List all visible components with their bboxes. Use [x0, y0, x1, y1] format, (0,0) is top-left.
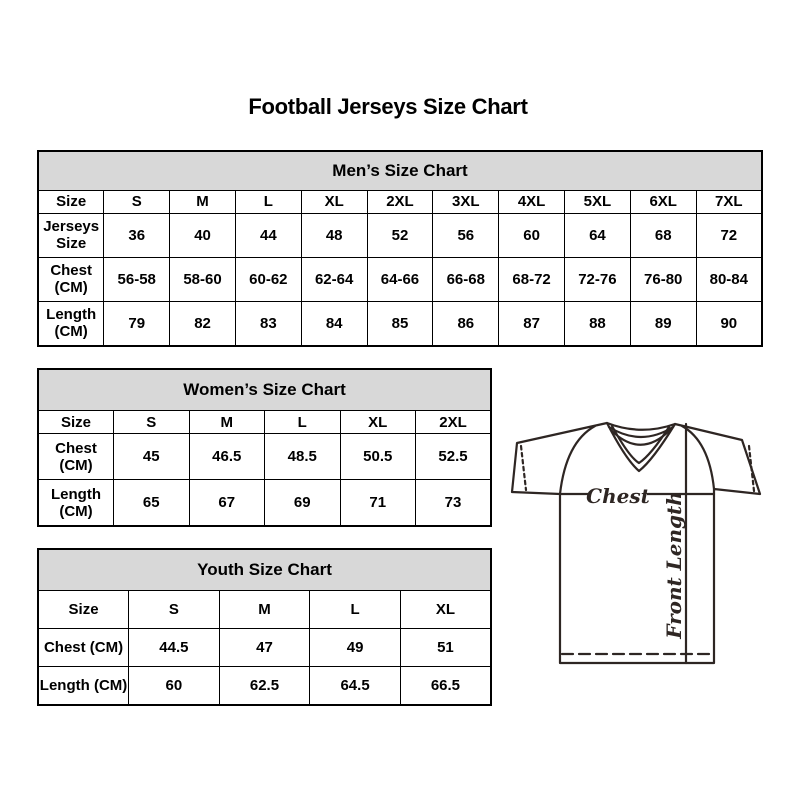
womens-table-row — [38, 480, 491, 526]
womens-value-cell: 48.5 — [265, 434, 341, 480]
mens-value-cell: 83 — [235, 301, 301, 346]
youth-table-row — [38, 666, 491, 705]
youth-row-label: Size — [38, 591, 129, 629]
womens-value-cell: 73 — [416, 480, 492, 526]
mens-value-cell: 64 — [565, 213, 631, 257]
mens-table-row — [38, 213, 762, 257]
mens-value-cell: 64-66 — [367, 257, 433, 301]
womens-value-cell: 52.5 — [416, 434, 492, 480]
youth-size-table — [37, 548, 492, 706]
womens-table — [37, 368, 492, 527]
womens-value-cell: 45 — [114, 434, 190, 480]
mens-size-header: 7XL — [696, 191, 762, 214]
chest-label: Chest — [586, 484, 650, 508]
mens-value-cell: 86 — [433, 301, 499, 346]
mens-table — [37, 150, 763, 347]
youth-size-header: L — [310, 591, 401, 629]
womens-row-label: Size — [38, 411, 114, 434]
womens-value-cell: 71 — [340, 480, 416, 526]
youth-size-header: M — [219, 591, 310, 629]
womens-size-header: M — [189, 411, 265, 434]
womens-value-cell: 65 — [114, 480, 190, 526]
mens-value-cell: 62-64 — [301, 257, 367, 301]
mens-value-cell: 66-68 — [433, 257, 499, 301]
mens-size-table — [37, 150, 763, 347]
mens-row-label: Chest (CM) — [38, 257, 104, 301]
womens-value-cell: 67 — [189, 480, 265, 526]
youth-value-cell: 64.5 — [310, 666, 401, 705]
mens-row-label: Size — [38, 191, 104, 214]
youth-table — [37, 548, 492, 706]
youth-table-row — [38, 628, 491, 666]
womens-value-cell: 50.5 — [340, 434, 416, 480]
youth-table-title: Youth Size Chart — [38, 549, 491, 591]
mens-value-cell: 80-84 — [696, 257, 762, 301]
mens-value-cell: 68-72 — [499, 257, 565, 301]
mens-size-header: S — [104, 191, 170, 214]
youth-value-cell: 60 — [129, 666, 220, 705]
youth-row-label: Length (CM) — [38, 666, 129, 705]
mens-value-cell: 87 — [499, 301, 565, 346]
mens-size-header: 2XL — [367, 191, 433, 214]
youth-value-cell: 51 — [400, 628, 491, 666]
mens-value-cell: 88 — [565, 301, 631, 346]
front-length-label: Front Length — [662, 491, 686, 639]
mens-value-cell: 56 — [433, 213, 499, 257]
mens-size-header: 3XL — [433, 191, 499, 214]
mens-table-row — [38, 301, 762, 346]
womens-row-label: Chest (CM) — [38, 434, 114, 480]
mens-size-header: XL — [301, 191, 367, 214]
womens-size-header: L — [265, 411, 341, 434]
mens-value-cell: 44 — [235, 213, 301, 257]
mens-value-cell: 89 — [630, 301, 696, 346]
mens-size-header: M — [170, 191, 236, 214]
youth-value-cell: 66.5 — [400, 666, 491, 705]
womens-size-header: 2XL — [416, 411, 492, 434]
mens-value-cell: 85 — [367, 301, 433, 346]
mens-table-title: Men’s Size Chart — [38, 151, 762, 191]
womens-size-header: XL — [340, 411, 416, 434]
mens-size-header: 4XL — [499, 191, 565, 214]
mens-value-cell: 48 — [301, 213, 367, 257]
mens-size-header: 5XL — [565, 191, 631, 214]
mens-value-cell: 84 — [301, 301, 367, 346]
womens-size-table — [37, 368, 492, 527]
mens-value-cell: 52 — [367, 213, 433, 257]
youth-value-cell: 47 — [219, 628, 310, 666]
mens-value-cell: 60-62 — [235, 257, 301, 301]
youth-value-cell: 44.5 — [129, 628, 220, 666]
mens-size-header: L — [235, 191, 301, 214]
youth-value-cell: 62.5 — [219, 666, 310, 705]
mens-value-cell: 60 — [499, 213, 565, 257]
mens-size-header: 6XL — [630, 191, 696, 214]
womens-value-cell: 69 — [265, 480, 341, 526]
womens-size-header: S — [114, 411, 190, 434]
mens-value-cell: 58-60 — [170, 257, 236, 301]
mens-value-cell: 79 — [104, 301, 170, 346]
jersey-outline — [512, 423, 760, 663]
mens-row-label: Length (CM) — [38, 301, 104, 346]
mens-value-cell: 56-58 — [104, 257, 170, 301]
mens-value-cell: 72 — [696, 213, 762, 257]
mens-value-cell: 90 — [696, 301, 762, 346]
womens-row-label: Length (CM) — [38, 480, 114, 526]
youth-size-header: XL — [400, 591, 491, 629]
mens-value-cell: 76-80 — [630, 257, 696, 301]
mens-value-cell: 82 — [170, 301, 236, 346]
womens-table-row — [38, 434, 491, 480]
page-title: Football Jerseys Size Chart — [248, 94, 528, 119]
mens-table-row — [38, 257, 762, 301]
womens-value-cell: 46.5 — [189, 434, 265, 480]
mens-value-cell: 68 — [630, 213, 696, 257]
mens-value-cell: 40 — [170, 213, 236, 257]
youth-row-label: Chest (CM) — [38, 628, 129, 666]
youth-size-header: S — [129, 591, 220, 629]
mens-value-cell: 72-76 — [565, 257, 631, 301]
jersey-measurement-diagram — [505, 415, 765, 670]
mens-row-label: Jerseys Size — [38, 213, 104, 257]
mens-value-cell: 36 — [104, 213, 170, 257]
youth-value-cell: 49 — [310, 628, 401, 666]
womens-table-title: Women’s Size Chart — [38, 369, 491, 411]
